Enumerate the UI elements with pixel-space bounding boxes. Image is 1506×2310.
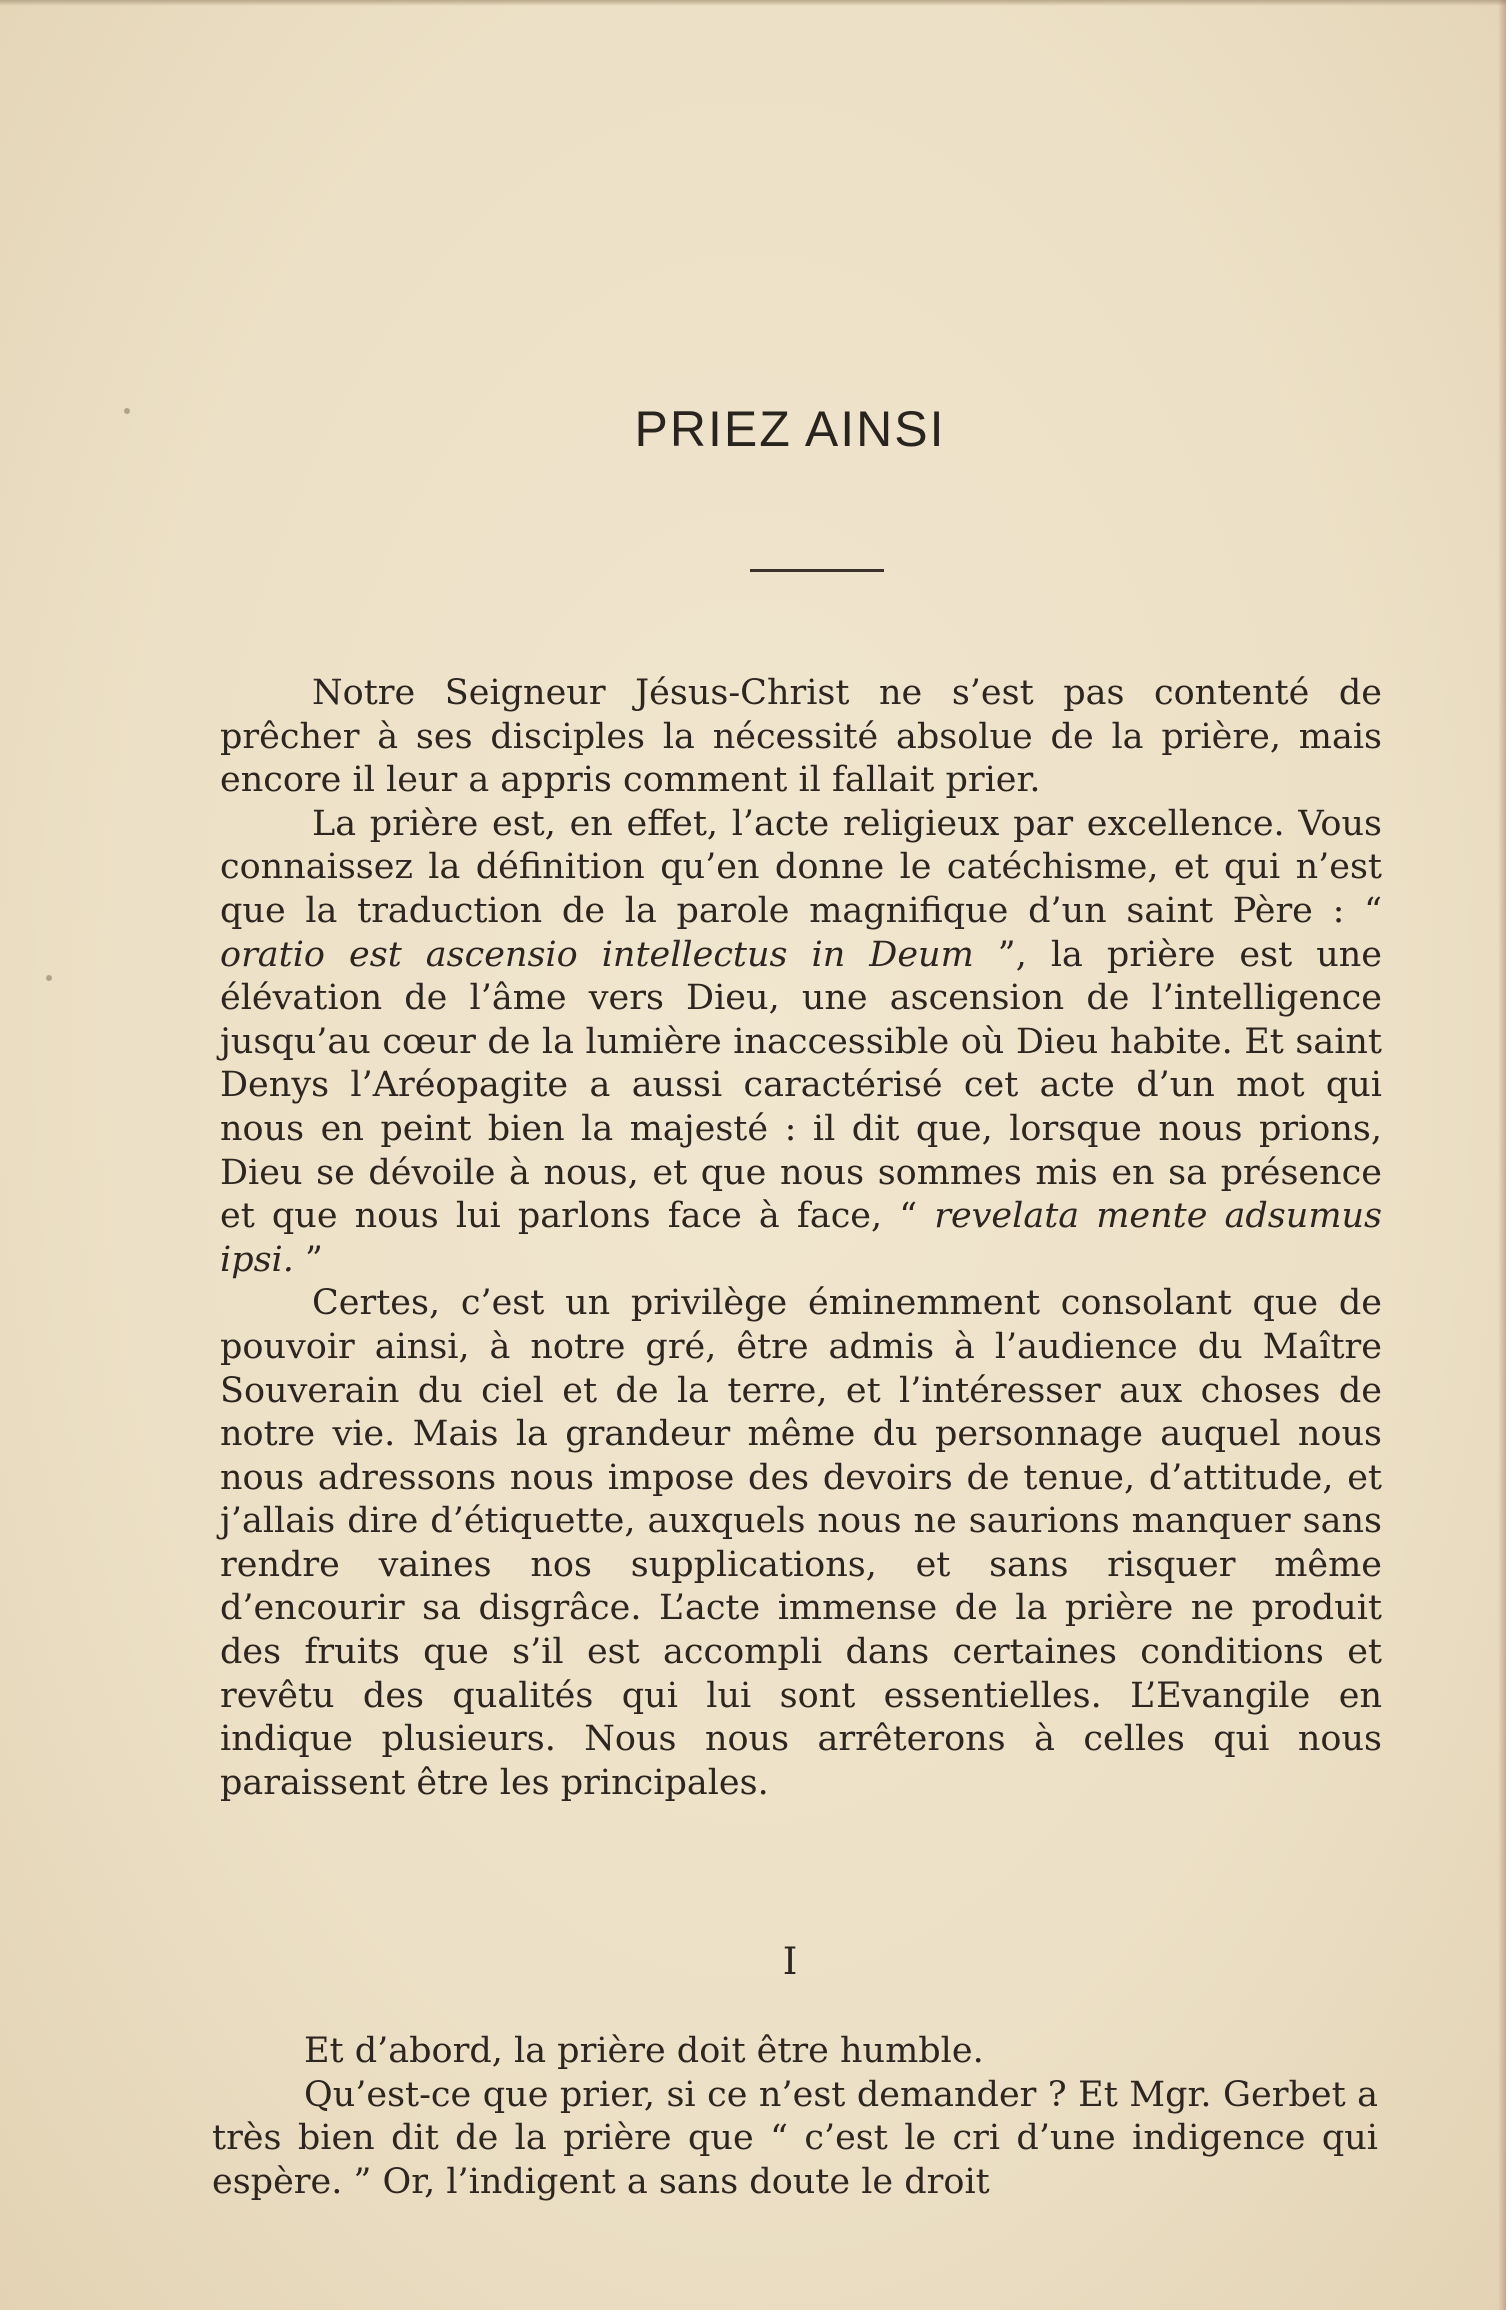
intro-text <box>220 672 1382 1805</box>
page-title: PRIEZ AINSI <box>634 401 946 457</box>
paragraph-1 <box>220 672 1382 803</box>
paragraph-2 <box>220 803 1382 1283</box>
title-divider <box>750 569 884 572</box>
paragraph-3-text: Certes, c’est un privilège éminemment consolant que de pouvoir ainsi, à notre gré, être admis à l’audience du Maître Souverain du ciel et de la terre, et l’intéresser aux choses de notre vie. Mais la grandeur même du personnage auquel nous nous adressons nous impose des devoirs de tenue, d’attitude, et j’allais dire d’étiquette, auxquels nous ne saurions manquer sans rendre vaines nos supplications, et sans risquer même d’encourir sa disgrâce. L’acte immense de la prière ne produit des fruits que s’il est accompli dans certaines conditions et revêtu des qualités qui lui sont essentielles. L’Evangile en indique plusieurs. Nous nous arrêterons à celles qui nous paraissent être les principales. <box>220 1283 1382 1803</box>
latin-quote-2: revelata mente adsumus ipsi. <box>220 1196 1383 1280</box>
section-number: I <box>782 1940 798 1983</box>
paragraph-1-text: Notre Seigneur Jésus-Christ ne s’est pas contenté de prêcher à ses disciples la nécessité absolue de la prière, mais encore il leur a appris comment il fallait prier. <box>220 673 1382 801</box>
latin-quote-1: oratio est ascensio intellectus in Deum <box>220 934 974 975</box>
paper-speck <box>46 975 52 981</box>
section-text <box>212 2030 1378 2204</box>
paragraph-3 <box>220 1282 1382 1805</box>
section-paragraph-1: Et d’abord, la prière doit être humble. <box>304 2031 984 2071</box>
paragraph-2-text-b: ”, la prière est une élévation de l’âme vers Dieu, une ascension de l’intelligence jusqu’au cœur de la lumière inaccessible où Dieu habite. Et saint Denys l’Aréopagite a aussi caractérisé cet acte d’un mot qui nous en peint bien la majesté : il dit que, lorsque nous prions, Dieu se dévoile à nous, et que nous sommes mis en sa présence et que nous lui parlons face à face, “ <box>220 934 1382 1237</box>
section-paragraph-2: Qu’est-ce que prier, si ce n’est demander ? Et Mgr. Gerbet a très bien dit de la prière que “ c’est le cri d’une indigence qui espère. ” Or, l’indigent a sans doute le droit <box>212 2074 1378 2202</box>
paragraph-2-text-c: ” <box>293 1239 323 1280</box>
page-top-edge <box>0 0 1506 6</box>
paragraph-2-text-a: La prière est, en effet, l’acte religieux par excellence. Vous connaissez la définition qu’en donne le catéchisme, et qui n’est que la traduction de la parole magnifique d’un saint Père : “ <box>220 803 1382 931</box>
